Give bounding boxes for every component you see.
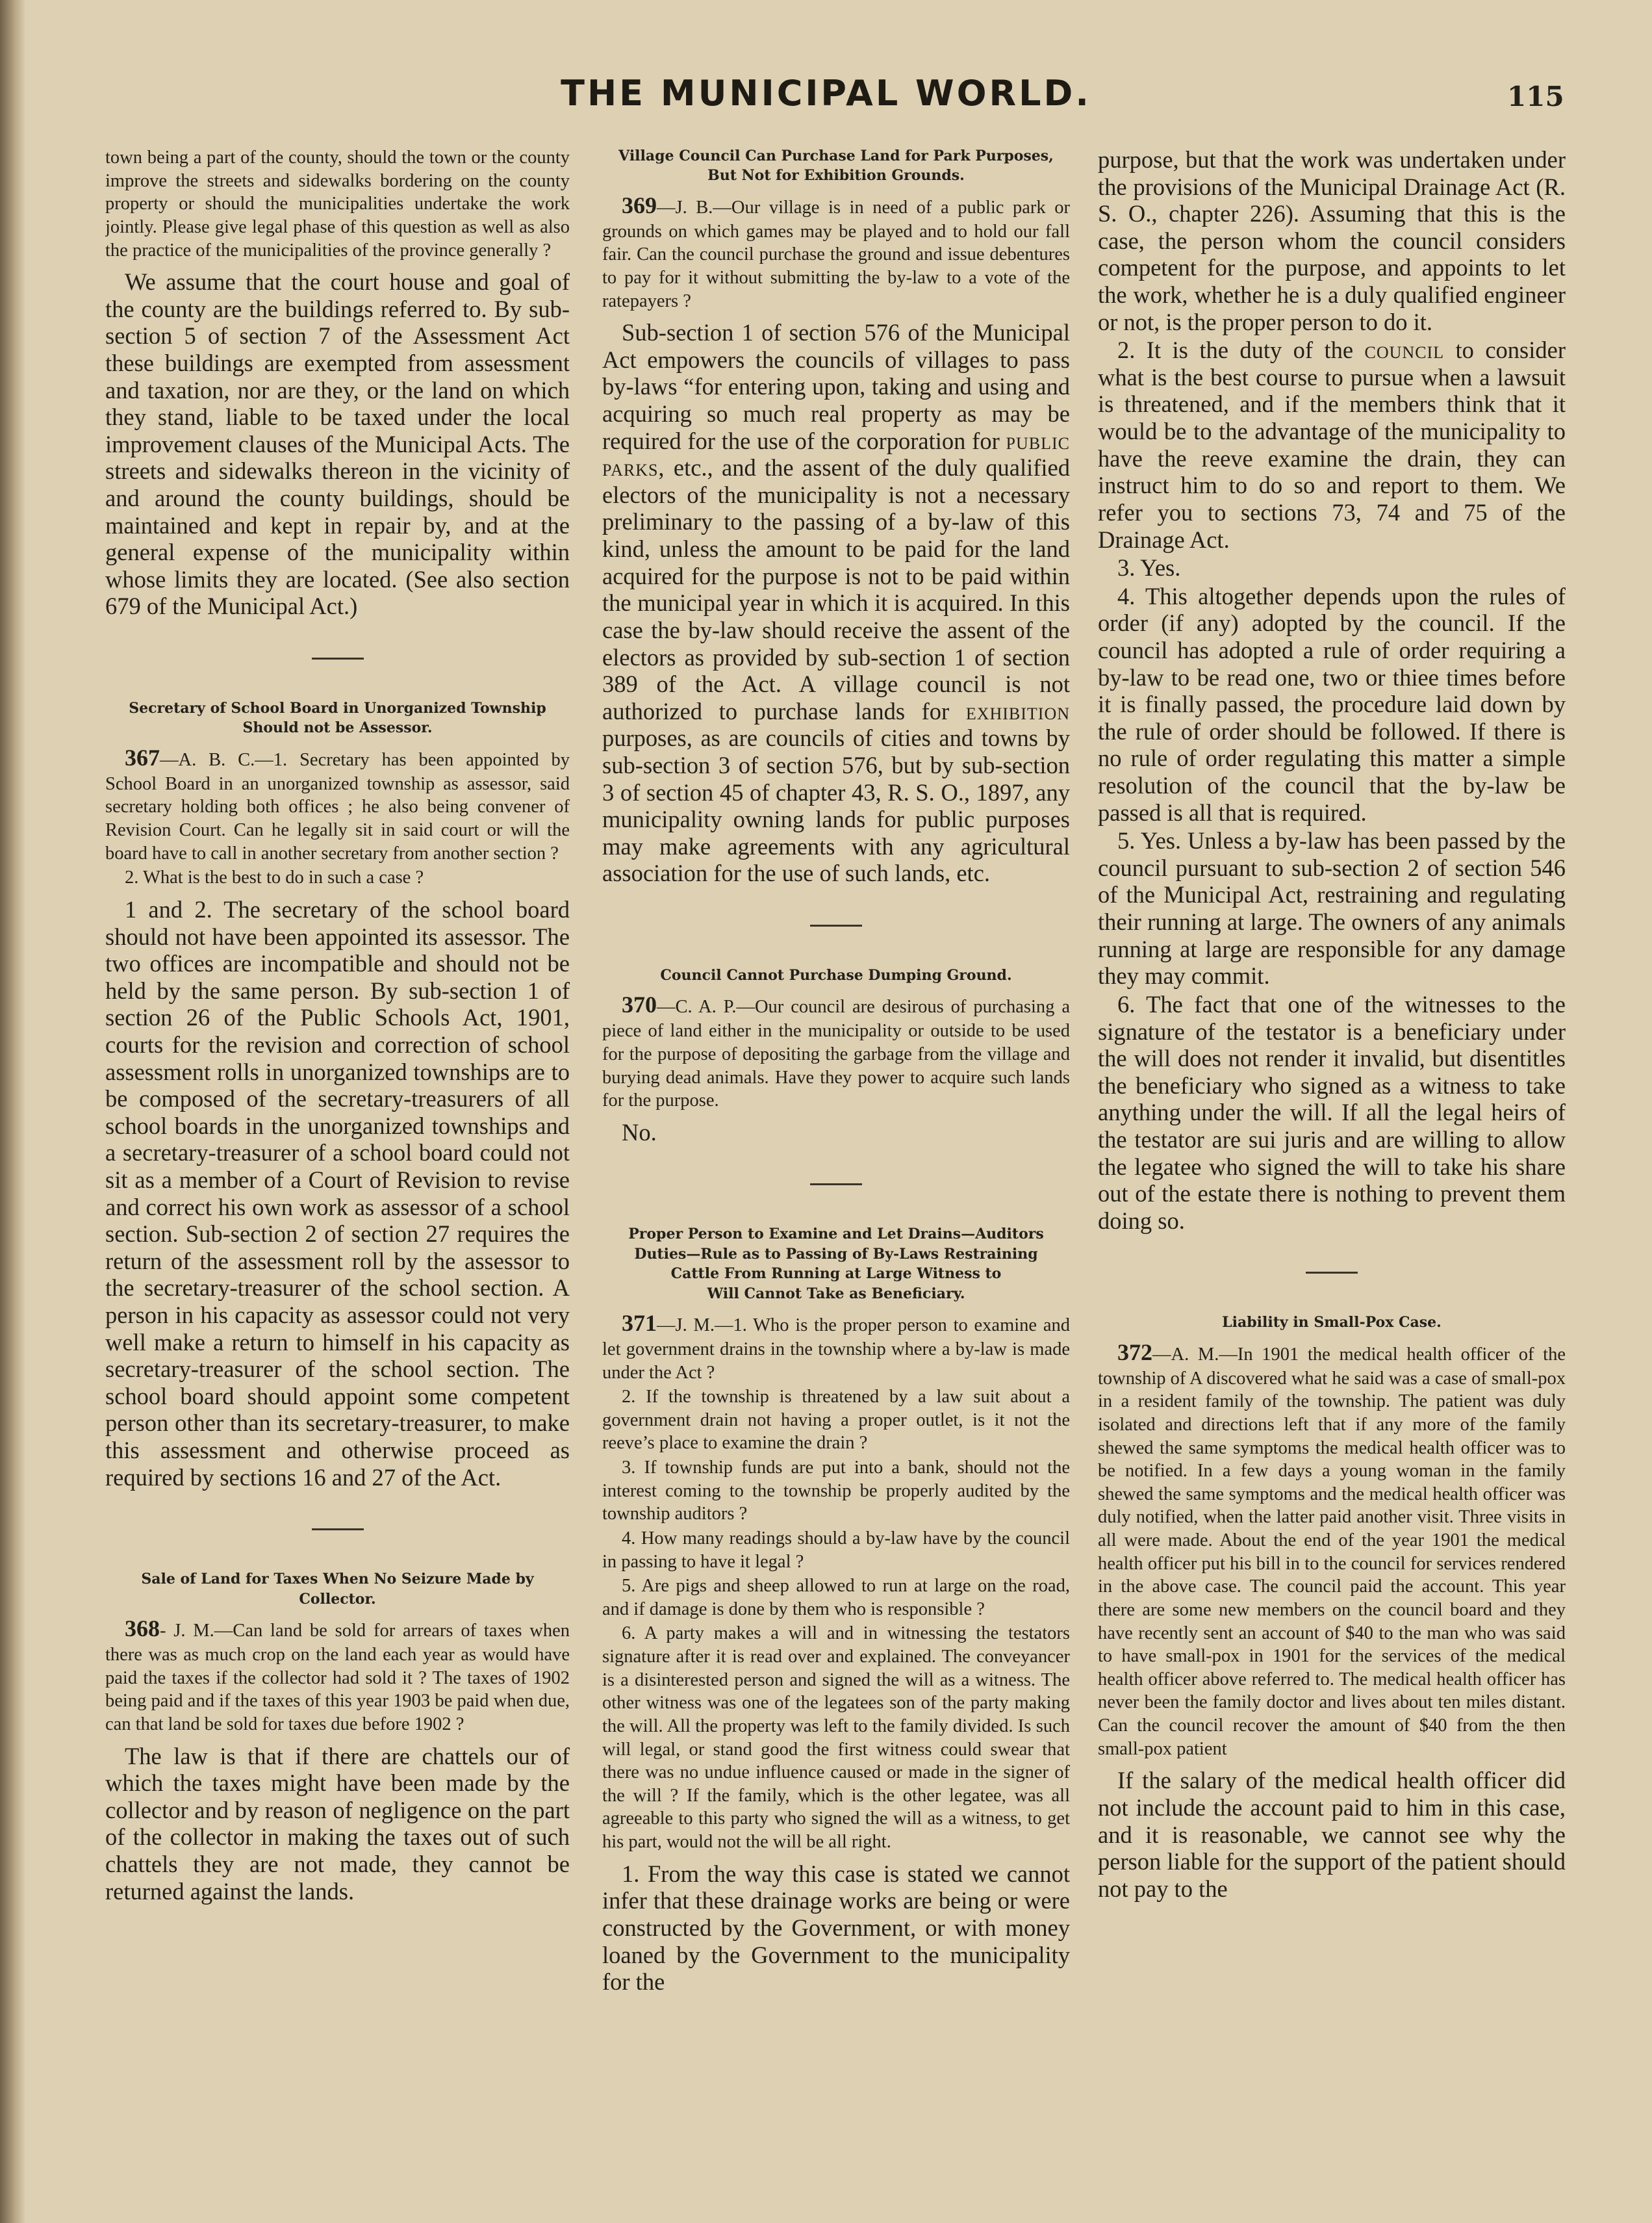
section-heading-369: Village Council Can Purchase Land for Park Purposes, But Not for Exhibition Grounds. bbox=[618, 148, 1054, 185]
question-371-part5: 5. Are pigs and sheep allowed to run at large on the road, and if damage is done by them who is responsible ? bbox=[602, 1576, 1070, 1619]
question-369: 369—J. B.—Our village is in need of a public park or grounds on which games may be played and to hold our fall fair. Can the council purchase the ground and issue debentures to pay for it without submitting the by-law to a vote of the ratepayers ? bbox=[602, 192, 1070, 311]
column-right bbox=[1098, 146, 1566, 2200]
question-371-part6: 6. A party makes a will and in witnessing the testators signature after it is read over and explained. The conveyancer is a disinterested person and signed the will as a witness. The other witness was one of the legatees son of the party making the will. All the property was left to the family divided. Is such will legal, or stand good the first witness could swear that there was no undue influence caused or made in the signer of the will ? If the family, which is the other legatee, was all agreeable to this party who signed the will as a witness, to get his part, would not the will be all right. bbox=[602, 1623, 1070, 1853]
section-heading-367: Secretary of School Board in Unorganized Township Should not be Assessor. bbox=[129, 700, 546, 737]
answer-371-part1-continued: purpose, but that the work was undertaken under the provisions of the Municipal Drainage Act (R. S. O., chapter 226). Assuming that this is the case, the person whom the council considers competent for the purpose, and appoints to let the work, whether he is a duly qualified engineer or not, is the proper person to do it. bbox=[1098, 146, 1566, 335]
section-heading-368: Sale of Land for Taxes When No Seizure Made by Collector. bbox=[141, 1571, 534, 1608]
answer-371-part6: 6. The fact that one of the witnesses to the signature of the testator is a beneficiary under the will does not render it invalid, but disentitles the beneficiary who signed as a witness to take anything under the will. If all the legal heirs of the testator are sui juris and are willing to allow the legatee who signed the will to take his share out of the estate there is nothing to prevent them doing so. bbox=[1098, 990, 1566, 1234]
answer-371-part4: 4. This altogether depends upon the rules of order (if any) adopted by the council. If the council has adopted a rule of order requiring a by-law to be read one, two or thiee times before it is finally passed, the procedure laid down by the rule of order should be followed. If there is no rule of order regulating this matter a simple resolution of the council that the by-law be passed is all that is required. bbox=[1098, 582, 1566, 826]
section-heading-372: Liability in Small-Pox Case. bbox=[1222, 1314, 1442, 1331]
section-divider bbox=[1306, 1272, 1358, 1274]
question-370: 370—C. A. P.—Our council are desirous of purchasing a piece of land either in the municipality or outside to be used for the purpose of depositing the garbage from the village and burying dead animals. Have they power to acquire such lands for the purpose. bbox=[602, 992, 1070, 1111]
page-binding-edge bbox=[0, 0, 26, 2223]
question-368: 368- J. M.—Can land be sold for arrears of taxes when there was as much crop on the land each year as would have paid the taxes if the collector had sold it ? The taxes of 1902 being paid and if the taxes of this year 1903 be paid when due, can that land be sold for taxes due before 1902 ? bbox=[105, 1615, 570, 1734]
answer-text: We assume that the court house and goal of the county are the buildings referred to. By sub-section 5 of section 7 of the Assessment Act these buildings are exempted from assessment and taxation, nor are they, or the land on which they stand, liable to be taxed under the local improvement clauses of the Municipal Acts. The streets and sidewalks thereon in the vicinity of and around the county buildings, should be maintained and kept in repair by, and at the general expense of the municipality within whose limits they are located. (See also section 679 of the Municipal Act.) bbox=[105, 268, 570, 620]
answer-368: The law is that if there are chattels our of which the taxes might have been made by the collector and by reason of negligence on the part of the collector in making the taxes out of such chattels they are not made, they cannot be returned against the lands. bbox=[105, 1742, 570, 1905]
section-heading-371: Proper Person to Examine and Let Drains—Auditors Duties—Rule as to Passing of By-Laws Restraining Cattle From Running at Large Witness to Will Cannot Take as Beneficiary. bbox=[628, 1226, 1044, 1302]
page-number: 115 bbox=[1507, 81, 1564, 112]
section-divider bbox=[810, 925, 862, 927]
question-number: 372 bbox=[1117, 1339, 1152, 1365]
question-number: 369 bbox=[622, 192, 657, 218]
question-371-part3: 3. If township funds are put into a bank, should not the interest coming to the township be properly audited by the township auditors ? bbox=[602, 1458, 1070, 1524]
page-header bbox=[0, 73, 1652, 125]
question-371-part2: 2. If the township is threatened by a law suit about a government drain not having a proper outlet, is it not the reeve’s place to examine the drain ? bbox=[602, 1387, 1070, 1454]
question-text: town being a part of the county, should the town or the county improve the streets and sidewalks bordering on the county property or should the municipalities undertake the work jointly. Please give legal phase of this question as well as also the practice of the municipalities of the province generally ? bbox=[105, 148, 570, 261]
question-number: 371 bbox=[622, 1309, 657, 1336]
column-left bbox=[105, 146, 570, 2200]
section-heading-370: Council Cannot Purchase Dumping Ground. bbox=[660, 967, 1012, 984]
journal-title: THE MUNICIPAL WORLD. bbox=[561, 73, 1091, 114]
question-number: 367 bbox=[125, 744, 160, 771]
question-367-part2: 2. What is the best to do in such a case ? bbox=[125, 867, 424, 888]
column-middle bbox=[602, 146, 1070, 2200]
answer-371-part3: 3. Yes. bbox=[1117, 554, 1181, 582]
question-367: 367—A. B. C.—1. Secretary has been appointed by School Board in an unorganized township as assessor, said secretary holding both offices ; he also being convener of Revision Court. Can he legally sit in said court or will the board have to call in another secretary from another section ? bbox=[105, 744, 570, 864]
question-number: 368 bbox=[125, 1615, 160, 1642]
answer-371-part2: 2. It is the duty of the council to consider what is the best course to pursue when a lawsuit is threatened, and if the members think that it would be to the advantage of the municipality to have the reeve examine the drain, they can instruct him to do so and report to them. We refer you to sections 73, 74 and 75 of the Drainage Act. bbox=[1098, 337, 1566, 553]
section-divider bbox=[312, 1528, 364, 1530]
answer-372: If the salary of the medical health officer did not include the account paid to him in this case, and it is reasonable, we cannot see why the person liable for the support of the patient should not pay to the bbox=[1098, 1767, 1566, 1902]
answer-370: No. bbox=[622, 1118, 657, 1146]
answer-369: Sub-section 1 of section 576 of the Municipal Act empowers the councils of villages to pass by-laws “for entering upon, taking and using and acquiring so much real property as may be required for the use of the corporation for public parks, etc., and the assent of the duly qualified electors of the municipality is not a necessary preliminary to the passing of a by-law of this kind, unless the amount to be paid for the land acquired for the purpose is not to be paid within the municipal year in which it is acquired. In this case the by-law should receive the assent of the electors as provided by sub-section 1 of section 389 of the Act. A village council is not authorized to purchase lands for exhibition purposes, as are councils of cities and towns by sub-section 3 of section 576, but by sub-section 3 of section 45 of chapter 43, R. S. O., 1897, any municipality owning lands for public purposes may make agreements with any agricultural association for the use of such lands, etc. bbox=[602, 319, 1070, 887]
question-number: 370 bbox=[622, 992, 657, 1018]
answer-367: 1 and 2. The secretary of the school board should not have been appointed its assessor. The two offices are incompatible and should not be held by the same person. By sub-section 1 of section 26 of the Public Schools Act, 1901, courts for the revision and correction of school assessment rolls in unorganized townships are to be composed of the secretary-treasurers of all school boards in the unorganized townships and a secretary-treasurer of a school board could not sit as a member of a Court of Revision to revise and correct his own work as assessor of a school section. Sub-section 2 of section 27 requires the return of the assessment roll by the assessor to the secretary-treasurer of the school section. A person in his capacity as assessor could not very well make a return to himself in his capacity as secretary-treasurer of the school section. The school board should appoint some competent person other than its secretary-treasurer, to make this assessment and otherwise proceed as required by sections 16 and 27 of the Act. bbox=[105, 895, 570, 1491]
answer-371-part5: 5. Yes. Unless a by-law has been passed by the council pursuant to sub-section 2 of section 546 of the Municipal Act, restraining and regulating their running at large. The owners of any animals running at large are responsible for any damage they may commit. bbox=[1098, 827, 1566, 990]
section-divider bbox=[810, 1183, 862, 1185]
question-371: 371—J. M.—1. Who is the proper person to examine and let government drains in the township where a by-law is made under the Act ? bbox=[602, 1309, 1070, 1383]
question-371-part4: 4. How many readings should a by-law have by the council in passing to have it legal ? bbox=[602, 1528, 1070, 1572]
question-372: 372—A. M.—In 1901 the medical health officer of the township of A discovered what he said was a case of small-pox in a resident family of the township. The patient was duly isolated and directions left that if any more of the family shewed the same symptoms the medical health officer was to be notified. In a few days a young woman in the family shewed the same symptoms and the medical health officer was duly notified, when the latter paid another visit. Three visits in all were made. About the end of the year 1901 the medical health officer put his bill in to the council for services rendered in the above case. The council paid the account. This year there are some new members on the council board and they have recently sent an account of $40 to the man who was said to have small-pox in 1901 for the services of the medical health officer above referred to. The medical health officer has never been the family doctor and lives about ten miles distant. Can the council recover the amount of $40 from the then small-pox patient bbox=[1098, 1339, 1566, 1759]
answer-371-part1: 1. From the way this case is stated we cannot infer that these drainage works are being or were constructed by the Government, or with money loaned by the Government to the municipality for the bbox=[602, 1860, 1070, 1996]
section-divider bbox=[312, 658, 364, 660]
